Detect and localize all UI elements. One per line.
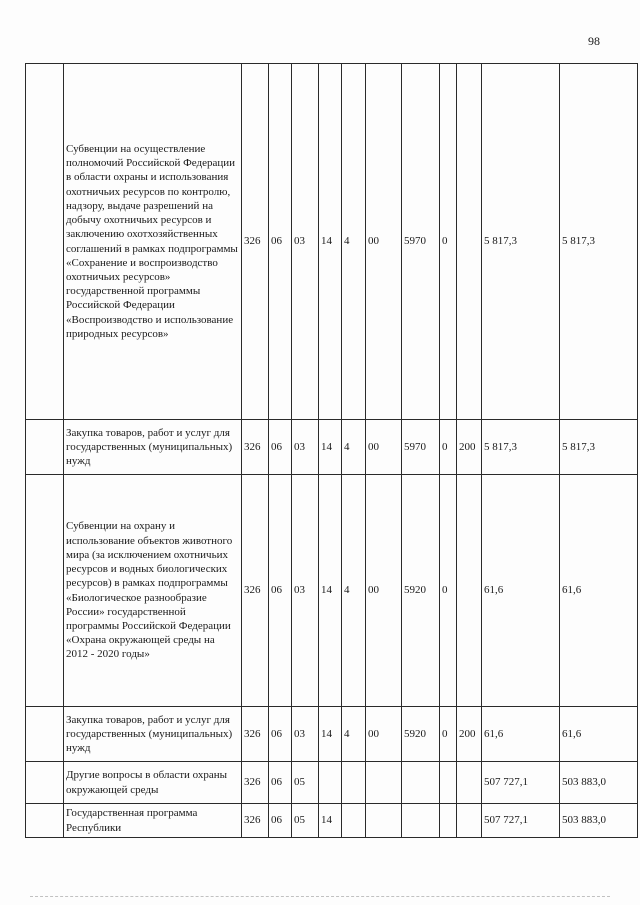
direction-code xyxy=(402,762,440,804)
table-row xyxy=(26,762,638,804)
expense-type-code xyxy=(457,762,482,804)
subsection-code: 03 xyxy=(292,64,319,420)
program-code xyxy=(319,762,342,804)
section-code: 06 xyxy=(269,707,292,762)
program-code: 14 xyxy=(319,64,342,420)
program-code: 14 xyxy=(319,475,342,707)
table-row xyxy=(26,707,638,762)
section-code: 06 xyxy=(269,64,292,420)
table-row xyxy=(26,64,638,420)
amount-2015: 61,6 xyxy=(560,475,638,707)
row-margin-cell xyxy=(26,475,64,707)
row-description: Государственная программа Республики xyxy=(64,804,242,838)
section-code: 06 xyxy=(269,762,292,804)
row-margin-cell xyxy=(26,64,64,420)
direction-code: 5970 xyxy=(402,420,440,475)
ministry-code: 326 xyxy=(242,762,269,804)
ministry-code: 326 xyxy=(242,64,269,420)
amount-2014: 507 727,1 xyxy=(482,804,560,838)
table-row xyxy=(26,804,638,838)
suffix-code: 0 xyxy=(440,475,457,707)
subsection-code: 03 xyxy=(292,707,319,762)
row-description: Другие вопросы в области охраны окружающей среды xyxy=(64,762,242,804)
table-row xyxy=(26,475,638,707)
table-body xyxy=(26,64,638,838)
row-margin-cell xyxy=(26,707,64,762)
program-code: 14 xyxy=(319,804,342,838)
row-description: Закупка товаров, работ и услуг для государственных (муниципальных) нужд xyxy=(64,420,242,475)
subprogram-code: 4 xyxy=(342,707,366,762)
direction-code: 5920 xyxy=(402,707,440,762)
subsection-code: 05 xyxy=(292,804,319,838)
ministry-code: 326 xyxy=(242,475,269,707)
suffix-code xyxy=(440,762,457,804)
program-code: 14 xyxy=(319,420,342,475)
suffix-code xyxy=(440,804,457,838)
subprogram-code: 4 xyxy=(342,64,366,420)
subsection-code: 03 xyxy=(292,420,319,475)
budget-table xyxy=(25,63,638,838)
ministry-code: 326 xyxy=(242,804,269,838)
amount-2015: 503 883,0 xyxy=(560,804,638,838)
expense-type-code xyxy=(457,804,482,838)
row-description: Закупка товаров, работ и услуг для государственных (муниципальных) нужд xyxy=(64,707,242,762)
table-row xyxy=(26,420,638,475)
subsection-code: 05 xyxy=(292,762,319,804)
subsection-code: 03 xyxy=(292,475,319,707)
expense-type-code xyxy=(457,475,482,707)
program-code: 14 xyxy=(319,707,342,762)
section-code: 06 xyxy=(269,420,292,475)
ministry-code: 326 xyxy=(242,420,269,475)
row-margin-cell xyxy=(26,420,64,475)
block-code xyxy=(366,762,402,804)
row-margin-cell xyxy=(26,804,64,838)
block-code: 00 xyxy=(366,420,402,475)
amount-2015: 5 817,3 xyxy=(560,64,638,420)
expense-type-code xyxy=(457,64,482,420)
amount-2015: 503 883,0 xyxy=(560,762,638,804)
row-description: Субвенции на осуществление полномочий Российской Федерации в области охраны и использования охотничьих ресурсов по контролю, надзору, выдаче разрешений на добычу охотничьих ресурсов и заключению охотхозяйственных соглашений в рамках подпрограммы «Сохранение и воспроизводство охотничьих ресурсов» государственной программы Российской Федерации «Воспроизводство и использование природных ресурсов» xyxy=(64,64,242,420)
section-code: 06 xyxy=(269,804,292,838)
direction-code: 5970 xyxy=(402,64,440,420)
subprogram-code xyxy=(342,762,366,804)
amount-2014: 507 727,1 xyxy=(482,762,560,804)
expense-type-code: 200 xyxy=(457,707,482,762)
suffix-code: 0 xyxy=(440,707,457,762)
page-number: 98 xyxy=(588,34,600,48)
section-code: 06 xyxy=(269,475,292,707)
amount-2014: 5 817,3 xyxy=(482,420,560,475)
direction-code xyxy=(402,804,440,838)
block-code: 00 xyxy=(366,475,402,707)
subprogram-code: 4 xyxy=(342,475,366,707)
ministry-code: 326 xyxy=(242,707,269,762)
block-code: 00 xyxy=(366,64,402,420)
expense-type-code: 200 xyxy=(457,420,482,475)
row-margin-cell xyxy=(26,762,64,804)
amount-2014: 5 817,3 xyxy=(482,64,560,420)
block-code: 00 xyxy=(366,707,402,762)
subprogram-code: 4 xyxy=(342,420,366,475)
row-description: Субвенции на охрану и использование объектов животного мира (за исключением охотничьих ресурсов и водных биологических ресурсов) в рамках подпрограммы «Биологическое разнообразие России» государственной программы Российской Федерации «Охрана окружающей среды на 2012 - 2020 годы» xyxy=(64,475,242,707)
block-code xyxy=(366,804,402,838)
amount-2014: 61,6 xyxy=(482,475,560,707)
subprogram-code xyxy=(342,804,366,838)
page-bottom-edge xyxy=(30,896,610,899)
suffix-code: 0 xyxy=(440,64,457,420)
suffix-code: 0 xyxy=(440,420,457,475)
amount-2015: 61,6 xyxy=(560,707,638,762)
amount-2015: 5 817,3 xyxy=(560,420,638,475)
direction-code: 5920 xyxy=(402,475,440,707)
amount-2014: 61,6 xyxy=(482,707,560,762)
